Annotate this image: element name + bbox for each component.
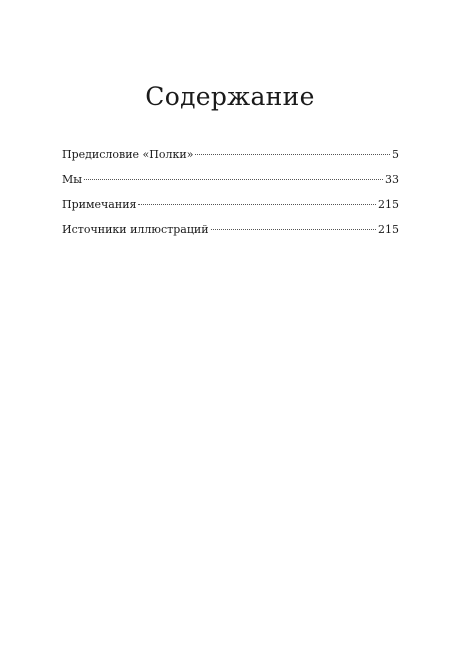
dot-leader — [195, 154, 390, 155]
toc-entry-label: Предисловие «Полки» — [62, 148, 194, 161]
dot-leader — [138, 204, 376, 205]
page-title: Содержание — [145, 82, 315, 111]
toc-entry-label: Мы — [62, 173, 83, 186]
toc-entry-page-number: 33 — [385, 173, 399, 186]
toc-entry-page-number: 215 — [378, 198, 399, 211]
toc-entry-illustration-sources[interactable] — [62, 221, 399, 246]
toc-entry-we[interactable] — [62, 171, 399, 196]
dot-leader — [84, 179, 383, 180]
toc-entry-label: Примечания — [62, 198, 137, 211]
toc-entry-page-number: 5 — [392, 148, 399, 161]
table-of-contents — [62, 146, 399, 246]
toc-entry-preface[interactable] — [62, 146, 399, 171]
toc-entry-notes[interactable] — [62, 196, 399, 221]
toc-entry-page-number: 215 — [378, 223, 399, 236]
dot-leader — [211, 229, 376, 230]
toc-entry-label: Источники иллюстраций — [62, 223, 209, 236]
